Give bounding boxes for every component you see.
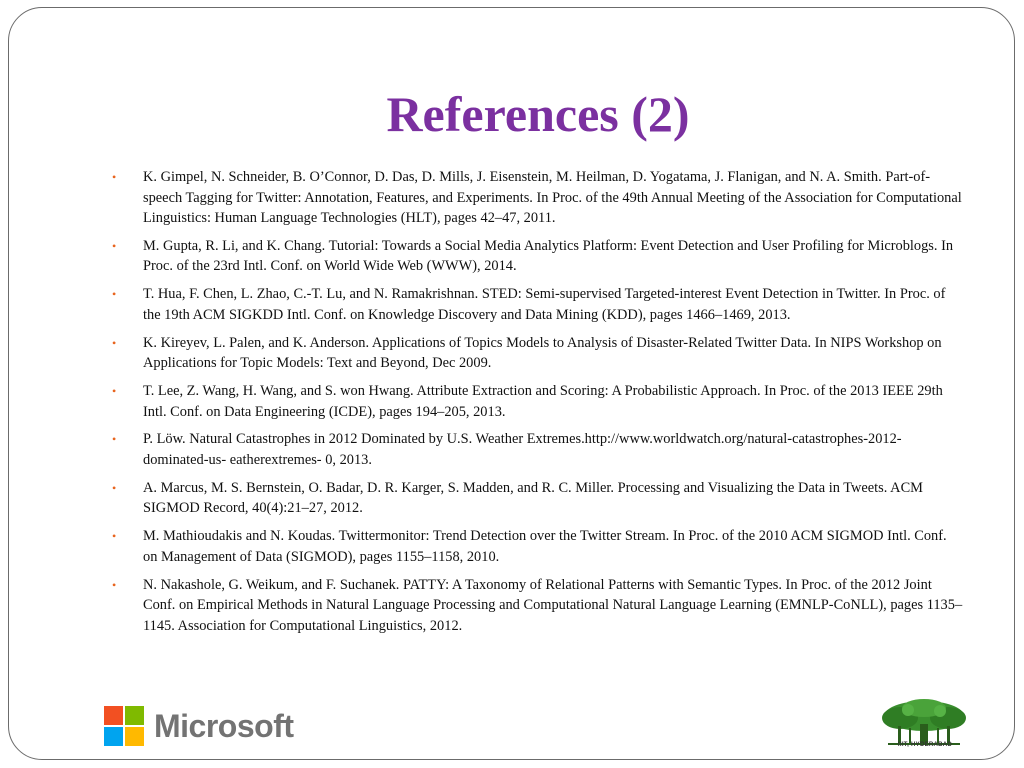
bullet-icon: • <box>112 529 117 544</box>
reference-text: T. Hua, F. Chen, L. Zhao, C.-T. Lu, and N. Ramakrishnan. STED: Semi-supervised Targeted-interest Event Detection in Twitter. In Proc. of the 19th ACM SIGKDD Intl. Conf. on Knowledge Discovery and Data Mining (KDD), pages 1466–1469, 2013. <box>143 286 946 323</box>
bullet-icon: • <box>112 335 117 350</box>
bullet-icon: • <box>112 480 117 495</box>
reference-item <box>112 526 964 567</box>
reference-item <box>112 381 964 422</box>
reference-text: K. Gimpel, N. Schneider, B. O’Connor, D. Das, D. Mills, J. Eisenstein, M. Heilman, D. Yogatama, J. Flanigan, and N. A. Smith. Part-of-speech Tagging for Twitter: Annotation, Features, and Experiments. In Proc. of the 49th Annual Meeting of the Association for Computational Linguistics: Human Language Technologies (HLT), pages 42–47, 2011. <box>143 169 962 226</box>
reference-item <box>112 429 964 470</box>
reference-item <box>112 333 964 374</box>
bullet-icon: • <box>112 287 117 302</box>
reference-list <box>112 167 964 644</box>
reference-text: M. Mathioudakis and N. Koudas. Twittermonitor: Trend Detection over the Twitter Stream. In Proc. of the 2010 ACM SIGMOD Intl. Conf. on Management of Data (SIGMOD), pages 1155–1158, 2010. <box>143 528 947 565</box>
microsoft-logo <box>104 704 294 748</box>
microsoft-wordmark: Microsoft <box>154 707 294 744</box>
reference-item <box>112 575 964 637</box>
reference-text: N. Nakashole, G. Weikum, and F. Suchanek. PATTY: A Taxonomy of Relational Patterns with Semantic Types. In Proc. of the 2012 Joint Conf. on Empirical Methods in Natural Language Processing and Computational Natural Language Learning (EMNLP-CoNLL), pages 1135–1145. Association for Computational Linguistics, 2012. <box>143 576 963 634</box>
reference-item <box>112 167 964 229</box>
slide-title: References (2) <box>386 86 690 142</box>
iiit-logo-caption: IIIT, HYDERABAD <box>897 742 953 748</box>
reference-text: A. Marcus, M. S. Bernstein, O. Badar, D. R. Karger, S. Madden, and R. C. Miller. Processing and Visualizing the Data in Tweets. ACM SIGMOD Record, 40(4):21–27, 2012. <box>143 479 923 517</box>
reference-text: P. Löw. Natural Catastrophes in 2012 Dominated by U.S. Weather Extremes.http://www.worldwatch.org/natural-catastrophes-2012-dominated-us- eatherextremes- 0, 2013. <box>143 431 902 468</box>
bullet-icon: • <box>112 432 117 447</box>
bullet-icon: • <box>112 384 117 399</box>
bullet-icon: • <box>112 238 117 253</box>
bullet-icon: • <box>112 170 117 184</box>
reference-item <box>112 236 964 277</box>
microsoft-four-squares-icon <box>104 706 144 746</box>
reference-text: K. Kireyev, L. Palen, and K. Anderson. Applications of Topics Models to Analysis of Disaster-Related Twitter Data. In NIPS Workshop on Applications for Topic Models: Text and Beyond, Dec 2009. <box>143 334 942 372</box>
reference-item <box>112 284 964 325</box>
bullet-icon: • <box>112 577 117 592</box>
reference-item <box>112 478 964 519</box>
reference-text: M. Gupta, R. Li, and K. Chang. Tutorial: Towards a Social Media Analytics Platform: Event Detection and User Profiling for Microblogs. In Proc. of the 23rd Intl. Conf. on World Wide Web (WWW), 2014. <box>143 237 954 275</box>
reference-text: T. Lee, Z. Wang, H. Wang, and S. won Hwang. Attribute Extraction and Scoring: A Probabilistic Approach. In Proc. of the 2013 IEEE 29th Intl. Conf. on Data Engineering (ICDE), pages 194–205, 2013. <box>143 383 943 420</box>
